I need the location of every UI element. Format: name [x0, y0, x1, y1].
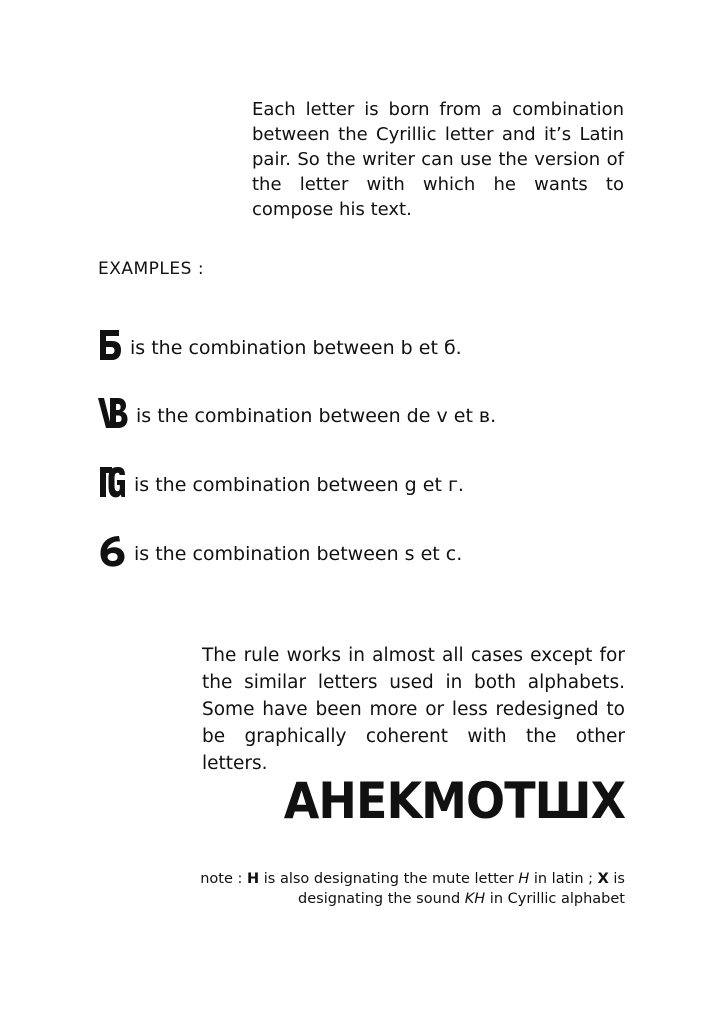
note-italic-h: H [518, 871, 530, 887]
example-row [98, 528, 462, 568]
example-row [98, 390, 496, 430]
b-be-combined-glyph-icon [98, 328, 122, 362]
g-ge-combined-glyph-icon [98, 465, 126, 499]
v-ve-combined-glyph-icon [98, 396, 128, 430]
note-text: in latin ; [529, 871, 598, 887]
note-letter-x: X [597, 871, 609, 887]
example-text: is the combination between g et г. [134, 474, 464, 496]
note-text: is designating the sound [298, 871, 625, 907]
note-letter-h: H [247, 871, 260, 887]
s-es-combined-glyph-icon [98, 534, 126, 568]
note-text: is also designating the mute letter [259, 871, 519, 887]
example-row [98, 322, 462, 362]
note-text: in Cyrillic alphabet [485, 891, 625, 907]
example-row [98, 459, 464, 499]
note-text: note : [200, 871, 247, 887]
footnote [200, 869, 625, 909]
example-text: is the combination between s et c. [134, 543, 463, 565]
example-text: is the combination between b et б. [130, 337, 462, 359]
note-italic-kh: KH [464, 891, 486, 907]
intro-paragraph: Each letter is born from a combination between the Cyrillic letter and it’s Latin pair. So the writer can use the version of the letter with which he wants to compose his text. [252, 99, 624, 220]
example-text: is the combination between de v et в. [136, 405, 497, 427]
rule-paragraph: The rule works in almost all cases except for the similar letters used in both alphabets. Some have been more or less redesigned to be graphically coherent with the other letters. [202, 645, 625, 774]
alphabet-sample: AHEKMOTШX [283, 772, 625, 830]
examples-heading: EXAMPLES : [98, 259, 205, 279]
